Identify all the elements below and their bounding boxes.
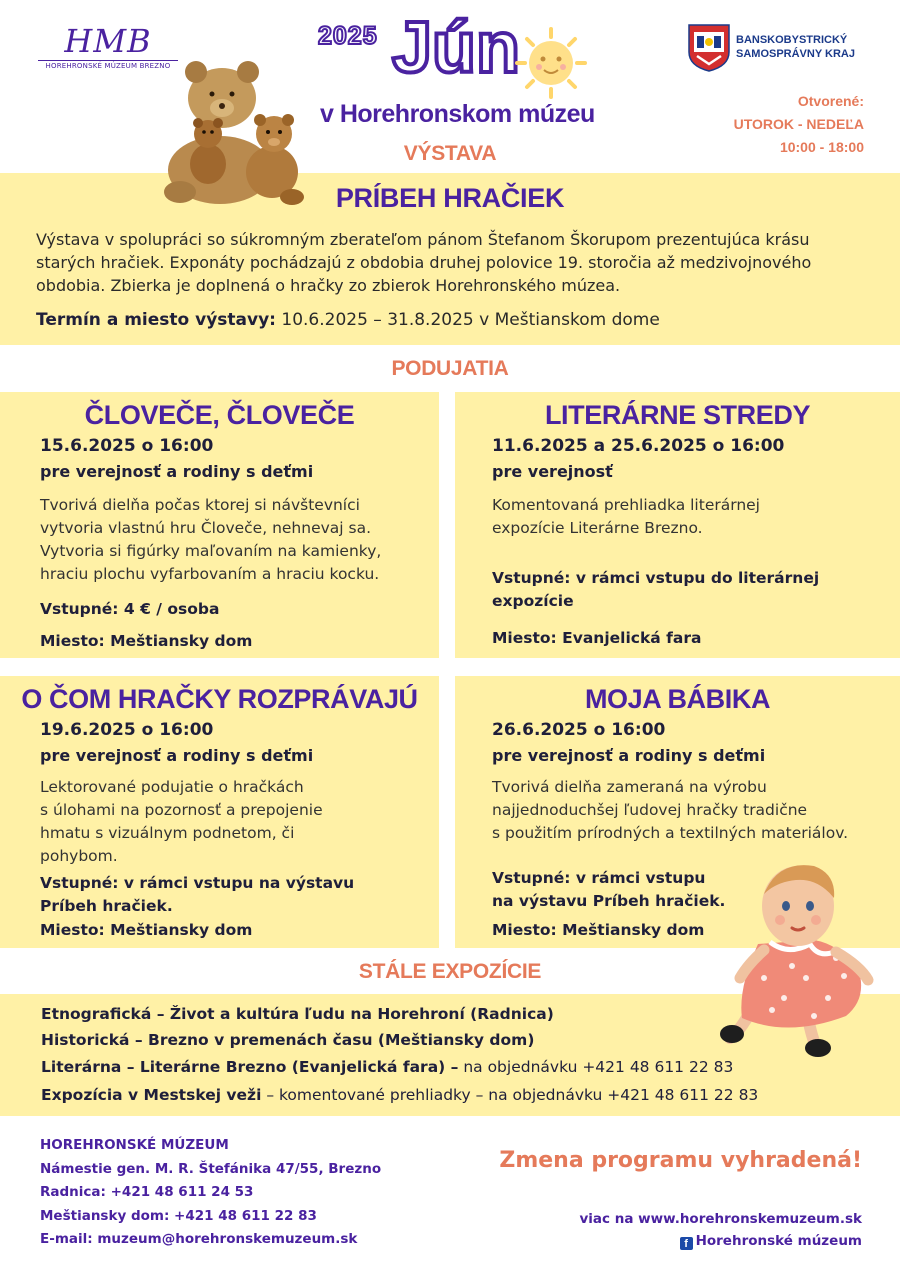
desc-line: s úlohami na pozornosť a prepojenie — [40, 801, 323, 819]
entry-line: Príbeh hračiek. — [40, 897, 173, 915]
exhibition-term-value: 10.6.2025 – 31.8.2025 v Meštianskom dome — [275, 310, 660, 330]
event-date: 15.6.2025 o 16:00 — [40, 436, 214, 456]
teddy-bears-image — [160, 52, 310, 206]
doll-image — [718, 848, 886, 1060]
desc-line: Tvorivá dielňa zameraná na výrobu — [492, 778, 767, 796]
exposition-row — [41, 1005, 554, 1023]
exposition-name: Historická – Brezno v premenách času (Meštiansky dom) — [41, 1031, 535, 1049]
event-place: Miesto: Meštiansky dom — [40, 632, 253, 650]
desc-line: Lektorované podujatie o hračkách — [40, 778, 304, 796]
sun-icon — [514, 26, 588, 100]
logo-subtitle: HOREHRONSKÉ MÚZEUM BREZNO — [38, 60, 178, 70]
exposition-name: Literárna – Literárne Brezno (Evanjelická fara) – — [41, 1058, 459, 1076]
hours-label: Otvorené: — [797, 93, 864, 109]
event-description — [40, 494, 381, 586]
coat-of-arms-icon — [688, 24, 730, 72]
event-audience: pre verejnosť — [492, 462, 613, 481]
section-label-permanent: STÁLE EXPOZÍCIE — [358, 960, 542, 983]
web-links — [579, 1208, 862, 1252]
event-date: 11.6.2025 a 25.6.2025 o 16:00 — [492, 436, 785, 456]
exposition-name: Expozícia v Mestskej veži — [41, 1086, 262, 1104]
event-audience: pre verejnosť a rodiny s deťmi — [40, 746, 314, 765]
event-title: ČLOVEČE, ČLOVEČE — [84, 400, 355, 430]
event-date: 26.6.2025 o 16:00 — [492, 720, 666, 740]
event-description — [40, 776, 323, 868]
museum-logo — [38, 24, 178, 74]
entry-line: Vstupné: v rámci vstupu do literárnej — [492, 569, 820, 587]
desc-line: Komentovaná prehliadka literárnej — [492, 496, 760, 514]
exhibition-term — [36, 310, 660, 330]
event-card — [0, 392, 439, 658]
section-label-events: PODUJATIA — [391, 357, 509, 380]
entry-line: expozície — [492, 592, 574, 610]
exposition-row — [41, 1058, 733, 1076]
exposition-row — [41, 1031, 534, 1049]
logo-monogram: HMB — [64, 22, 152, 60]
event-title: LITERÁRNE STREDY — [544, 400, 811, 430]
contact-info — [40, 1134, 381, 1252]
region-name-line1: BANSKOBYSTRICKÝ — [736, 34, 848, 46]
event-card — [455, 392, 900, 658]
exhibition-description: Výstava v spolupráci so súkromným zberateľom pánom Štefanom Škorupom prezentujúca krásu starých hračiek. Exponáty pochádzajú z obdobia druhej polovice 19. storočia až medzivojnového obdobia. Zbierka je doplnená o hračky zo zbierok Horehronského múzea. — [36, 230, 812, 295]
exposition-note: na objednávku +421 48 611 22 83 — [458, 1058, 734, 1076]
event-description — [492, 776, 848, 845]
entry-line: na výstavu Príbeh hračiek. — [492, 892, 726, 910]
event-place: Miesto: Meštiansky dom — [40, 921, 253, 939]
event-entry — [492, 567, 819, 613]
phone-radnica: Radnica: +421 48 611 24 53 — [40, 1184, 254, 1200]
exhibition-term-label: Termín a miesto výstavy: — [36, 310, 276, 330]
section-label-exhibition: VÝSTAVA — [403, 142, 497, 165]
event-entry — [40, 872, 354, 918]
event-date: 19.6.2025 o 16:00 — [40, 720, 214, 740]
program-change-notice: Zmena programu vyhradená! — [499, 1148, 862, 1173]
event-place: Miesto: Meštiansky dom — [492, 921, 705, 939]
exhibition-panel — [0, 173, 900, 345]
entry-line: Vstupné: v rámci vstupu na výstavu — [40, 874, 355, 892]
desc-line: expozície Literárne Brezno. — [492, 519, 703, 537]
event-entry — [492, 867, 725, 913]
desc-line: pohybom. — [40, 847, 118, 865]
event-title: O ČOM HRAČKY ROZPRÁVAJÚ — [21, 684, 418, 714]
desc-line: vytvoria vlastnú hru Človeče, nehnevaj sa. — [40, 519, 372, 537]
event-card — [0, 676, 439, 948]
desc-line: hraciu plochu vyfarbovaním a hraciu kocku. — [40, 565, 380, 583]
entry-line: Vstupné: 4 € / osoba — [40, 600, 220, 618]
entry-line: Vstupné: v rámci vstupu — [492, 869, 706, 887]
event-description — [492, 494, 760, 540]
phone-mestiansky: Meštiansky dom: +421 48 611 22 83 — [40, 1207, 317, 1224]
event-audience: pre verejnosť a rodiny s deťmi — [492, 746, 766, 765]
event-audience: pre verejnosť a rodiny s deťmi — [40, 462, 314, 481]
website-link[interactable]: viac na www.horehronskemuzeum.sk — [579, 1211, 862, 1227]
email-link[interactable]: E-mail: muzeum@horehronskemuzeum.sk — [40, 1231, 358, 1247]
facebook-icon: f — [680, 1237, 693, 1250]
exposition-row — [41, 1086, 758, 1104]
hours-time: 10:00 - 18:00 — [779, 139, 864, 155]
exposition-note: – komentované prehliadky – na objednávku +421 48 611 22 83 — [261, 1086, 759, 1104]
address: Námestie gen. M. R. Štefánika 47/55, Brezno — [40, 1160, 382, 1177]
region-logo — [688, 24, 855, 72]
desc-line: s použitím prírodných a textilných materiálov. — [492, 824, 849, 842]
exposition-name: Etnografická – Život a kultúra ľudu na Horehroní (Radnica) — [41, 1005, 554, 1023]
desc-line: najjednoduchšej ľudovej hračky tradične — [492, 801, 808, 819]
facebook-label: Horehronské múzeum — [695, 1233, 862, 1249]
desc-line: Tvorivá dielňa počas ktorej si návštevníci — [40, 496, 360, 514]
year-label: 2025 — [318, 22, 378, 50]
month-title: Jún — [392, 8, 521, 88]
header-subtitle: v Horehronskom múzeu — [320, 100, 595, 128]
desc-line: hmatu s vizuálnym podnetom, či — [40, 824, 295, 842]
event-entry — [40, 598, 219, 621]
desc-line: Vytvoria si figúrky maľovaním na kamienky, — [40, 542, 382, 560]
facebook-link[interactable] — [579, 1230, 862, 1252]
event-title: MOJA BÁBIKA — [584, 684, 771, 714]
exhibition-title: PRÍBEH HRAČIEK — [335, 183, 565, 213]
region-name-line2: SAMOSPRÁVNY KRAJ — [736, 48, 855, 60]
event-place: Miesto: Evanjelická fara — [492, 629, 702, 647]
hours-days: UTOROK - NEDEĽA — [733, 116, 864, 132]
museum-name: HOREHRONSKÉ MÚZEUM — [40, 1137, 229, 1153]
